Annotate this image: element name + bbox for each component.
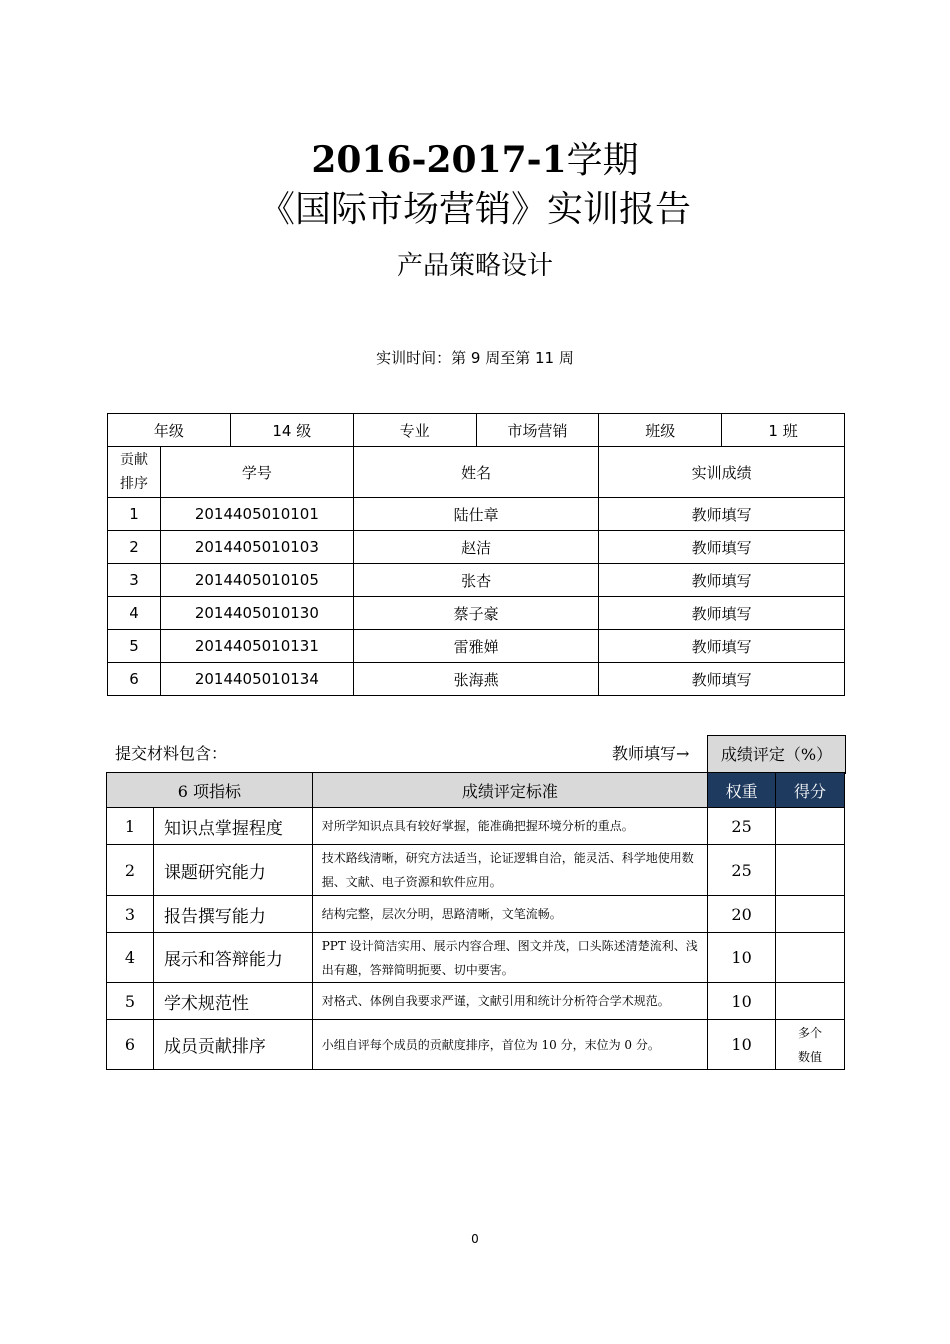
evaluation-table (106, 772, 845, 1070)
member-score: 教师填写 (599, 663, 845, 696)
member-rank: 6 (108, 663, 161, 696)
indicator-score (776, 808, 845, 845)
header-student-id: 学号 (160, 447, 353, 498)
grade-evaluation-box: 成绩评定（%） (707, 735, 846, 774)
indicator-number: 1 (107, 808, 154, 845)
header-score: 实训成绩 (599, 447, 845, 498)
indicator-weight: 10 (708, 933, 776, 983)
table-row (107, 933, 845, 983)
indicator-name: 成员贡献排序 (153, 1020, 312, 1070)
indicator-number: 2 (107, 845, 154, 896)
member-rank: 2 (108, 531, 161, 564)
member-score: 教师填写 (599, 630, 845, 663)
indicator-criteria: 对所学知识点具有较好掌握，能准确把握环境分析的重点。 (312, 808, 707, 845)
table-row (108, 630, 845, 663)
member-name: 陆仕章 (353, 498, 599, 531)
header-rank-line1: 贡献 (119, 452, 148, 468)
table-row (107, 845, 845, 896)
header-rank-line2: 排序 (119, 476, 148, 492)
member-name: 张杏 (353, 564, 599, 597)
member-info-table (107, 413, 845, 696)
semester-title (0, 136, 950, 185)
indicator-name: 展示和答辩能力 (153, 933, 312, 983)
major-label: 专业 (353, 414, 476, 447)
multi-value-line2: 数值 (798, 1049, 823, 1064)
indicator-score (776, 933, 845, 983)
table-row (107, 896, 845, 933)
member-id: 2014405010130 (160, 597, 353, 630)
indicator-weight: 25 (708, 845, 776, 896)
header-score: 得分 (776, 773, 845, 808)
table-row (107, 1020, 845, 1070)
indicator-weight: 10 (708, 983, 776, 1020)
table-row (108, 597, 845, 630)
table-row (108, 564, 845, 597)
indicator-number: 5 (107, 983, 154, 1020)
table-row (108, 498, 845, 531)
indicator-name: 知识点掌握程度 (153, 808, 312, 845)
member-rank: 3 (108, 564, 161, 597)
indicator-weight: 25 (708, 808, 776, 845)
report-title: 《国际市场营销》实训报告 (258, 189, 691, 230)
class-value: 1 班 (722, 414, 845, 447)
semester-suffix: 学期 (566, 140, 639, 181)
report-subtitle: 产品策略设计 (396, 251, 553, 281)
member-rank: 1 (108, 498, 161, 531)
indicator-criteria: 结构完整，层次分明，思路清晰，文笔流畅。 (312, 896, 707, 933)
indicator-name: 学术规范性 (153, 983, 312, 1020)
table-row (107, 808, 845, 845)
member-rank: 5 (108, 630, 161, 663)
member-header-row (108, 447, 845, 498)
member-rank: 4 (108, 597, 161, 630)
indicator-number: 4 (107, 933, 154, 983)
indicator-score (776, 983, 845, 1020)
member-id: 2014405010105 (160, 564, 353, 597)
indicator-weight: 20 (708, 896, 776, 933)
member-id: 2014405010103 (160, 531, 353, 564)
member-id: 2014405010131 (160, 630, 353, 663)
indicator-score (776, 896, 845, 933)
indicator-number: 6 (107, 1020, 154, 1070)
member-score: 教师填写 (599, 597, 845, 630)
indicator-weight: 10 (708, 1020, 776, 1070)
major-value: 市场营销 (476, 414, 599, 447)
submit-materials-label: 提交材料包含： (115, 744, 228, 763)
indicator-criteria: 小组自评每个成员的贡献度排序，首位为 10 分，末位为 0 分。 (312, 1020, 707, 1070)
table-row (107, 983, 845, 1020)
header-name: 姓名 (353, 447, 599, 498)
member-id: 2014405010134 (160, 663, 353, 696)
page-number: 0 (471, 1232, 479, 1246)
member-id: 2014405010101 (160, 498, 353, 531)
member-score: 教师填写 (599, 498, 845, 531)
class-info-row (108, 414, 845, 447)
multi-value-line1: 多个 (798, 1025, 823, 1040)
header-rank (108, 447, 161, 498)
teacher-fill-note: 教师填写→ (612, 744, 690, 763)
indicator-number: 3 (107, 896, 154, 933)
indicator-criteria: 技术路线清晰，研究方法适当，论证逻辑自洽，能灵活、科学地使用数据、文献、电子资源和软件应用。 (312, 845, 707, 896)
table-row (108, 531, 845, 564)
class-label: 班级 (599, 414, 722, 447)
member-name: 蔡子豪 (353, 597, 599, 630)
training-period: 实训时间：第 9 周至第 11 周 (376, 349, 574, 367)
table-row (108, 663, 845, 696)
member-score: 教师填写 (599, 531, 845, 564)
grade-value: 14 级 (230, 414, 353, 447)
header-indicator: 6 项指标 (107, 773, 313, 808)
header-weight: 权重 (708, 773, 776, 808)
header-criteria: 成绩评定标准 (312, 773, 707, 808)
indicator-score (776, 845, 845, 896)
member-name: 雷雅婵 (353, 630, 599, 663)
indicator-name: 课题研究能力 (153, 845, 312, 896)
member-score: 教师填写 (599, 564, 845, 597)
member-name: 赵洁 (353, 531, 599, 564)
indicator-criteria: 对格式、体例自我要求严谨，文献引用和统计分析符合学术规范。 (312, 983, 707, 1020)
indicator-name: 报告撰写能力 (153, 896, 312, 933)
indicator-criteria: PPT 设计简洁实用、展示内容合理、图文并茂，口头陈述清楚流利、浅出有趣，答辩简明扼要、切中要害。 (312, 933, 707, 983)
indicator-score-multi (776, 1020, 845, 1070)
grade-label: 年级 (108, 414, 231, 447)
evaluation-header-row (107, 773, 845, 808)
semester-years: 2016-2017-1 (311, 139, 567, 181)
member-name: 张海燕 (353, 663, 599, 696)
